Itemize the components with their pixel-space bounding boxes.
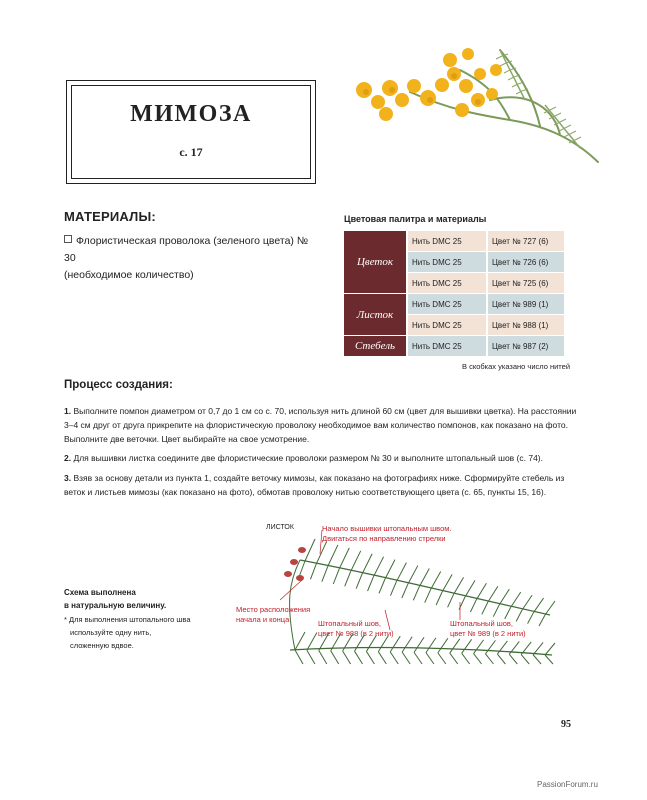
leaf-barb xyxy=(488,586,498,602)
leaf-barb xyxy=(431,571,441,589)
title-box xyxy=(66,80,316,184)
leaf-barb xyxy=(545,601,555,615)
leaf-barb xyxy=(509,654,517,664)
leaf-barb xyxy=(310,564,316,580)
palette-table xyxy=(344,231,564,357)
step-1 xyxy=(64,404,584,446)
leaf-barb xyxy=(454,577,464,594)
stitch989-line-1: Штопальный шов, xyxy=(450,619,513,628)
thread-cell: Нить DMC 25 xyxy=(408,273,486,294)
leaf-barb xyxy=(322,566,328,582)
leaf-barb xyxy=(511,592,521,607)
leaf-barb xyxy=(505,607,511,619)
leaf-barb xyxy=(379,579,385,593)
leaf-barb xyxy=(305,539,315,561)
page-number: 95 xyxy=(561,719,571,730)
place-line-1: Место расположения xyxy=(236,605,311,614)
leaf-barb xyxy=(351,551,361,571)
color-cell: Цвет № 726 (6) xyxy=(486,252,564,273)
leaf-barb xyxy=(545,643,555,655)
leaf-barb xyxy=(485,654,493,664)
materials-item xyxy=(64,233,314,284)
leaf-barb xyxy=(378,652,386,664)
leaf-barb xyxy=(339,548,349,569)
leaf-barb xyxy=(419,569,429,587)
leaf-barb xyxy=(295,650,303,664)
leaf-barb xyxy=(438,653,446,664)
leaf-barb xyxy=(385,560,395,579)
step-text: Для вышивки листка соедините две флористические проволоки размером № 30 и выполните штопальный шов (с. 74). xyxy=(73,453,543,463)
palette-title: Цветовая палитра и материалы xyxy=(344,214,487,224)
scheme-note-line-3: сложенную вдвое. xyxy=(70,641,134,650)
leaf-barb xyxy=(374,557,384,577)
leaf-barb xyxy=(307,650,315,664)
leaf-barb xyxy=(476,583,486,599)
scheme-title-line-2: в натуральную величину. xyxy=(64,601,167,610)
title-box-inner-border xyxy=(71,85,311,179)
leaf-barb xyxy=(462,639,472,653)
leaf-barb xyxy=(414,652,422,664)
leaf-barb xyxy=(316,542,326,564)
scheme-title xyxy=(64,586,204,612)
leaf-barb xyxy=(402,584,408,598)
mimosa-branch-illustration xyxy=(350,30,605,170)
leaf-barb xyxy=(299,561,305,577)
leaf-barb xyxy=(343,651,351,664)
leaf-barb xyxy=(450,639,460,653)
leaf-barb xyxy=(533,642,543,654)
leaf-barb xyxy=(319,650,327,664)
leaf-barb xyxy=(414,637,424,652)
leaf-barb xyxy=(390,652,398,664)
leaf-barb xyxy=(362,554,372,574)
color-cell: Цвет № 987 (2) xyxy=(486,336,564,357)
color-cell: Цвет № 989 (1) xyxy=(486,294,564,315)
checkbox-bullet-icon xyxy=(64,235,72,243)
diagram-leaf-label: ЛИСТОК xyxy=(266,524,294,531)
leaf-barb xyxy=(436,592,442,605)
leaf-barb xyxy=(474,654,482,664)
start-line-1: Начало вышивки штопальным швом. xyxy=(322,524,452,533)
stitch988-line-2: цвет № 988 (в 2 нити) xyxy=(318,629,394,638)
table-row xyxy=(344,231,564,252)
leaf-stitch-diagram xyxy=(230,520,560,680)
leaf-barb xyxy=(366,651,374,664)
leaf-barb xyxy=(533,655,541,664)
leaf-barb xyxy=(402,652,410,664)
table-row xyxy=(344,336,564,357)
leaf-barb xyxy=(396,563,406,582)
leaf-barb xyxy=(355,651,363,664)
leaf-barb xyxy=(528,612,534,623)
leaf-barb xyxy=(408,566,418,585)
leaf-barb xyxy=(534,598,544,612)
diagram-place-label xyxy=(236,605,310,625)
leaf-barb xyxy=(438,638,448,653)
leaf-barb xyxy=(390,582,396,596)
leaf-barb xyxy=(499,589,509,605)
color-cell: Цвет № 725 (6) xyxy=(486,273,564,294)
leaf-barb xyxy=(545,655,553,664)
leaf-barb xyxy=(426,638,436,653)
leaf-barb xyxy=(522,595,532,610)
leaf-barb xyxy=(295,632,305,650)
thread-cell: Нить DMC 25 xyxy=(408,336,486,357)
step-number: 2. xyxy=(64,453,72,463)
start-line-2: Двигаться по направлению стрелки xyxy=(322,534,446,543)
step-text: Выполните помпон диаметром от 0,7 до 1 см со с. 70, используя нить длиной 60 см (цвет для вышивки цветка). На расстоянии 3–4 см друг от друга прикрепите на флористическую проволоку необходимое вам количество помпонов, как показано на фото. Выполните две веточки. Цвет выбирайте на свое усмотрение. xyxy=(64,406,577,444)
scheme-note-line-1: * Для выполнения штопального шва xyxy=(64,615,191,624)
leaf-barb xyxy=(442,574,452,591)
thread-cell: Нить DMC 25 xyxy=(408,231,486,252)
materials-item-line-2: (необходимое количество) xyxy=(64,269,194,281)
leaf-barb xyxy=(328,545,338,566)
place-line-2: начала и конца xyxy=(236,615,290,624)
leaf-barb xyxy=(474,640,484,654)
palette-note: В скобках указано число нитей xyxy=(462,362,571,371)
scheme-title-line-1: Схема выполнена xyxy=(64,588,136,597)
step-3 xyxy=(64,471,584,499)
step-number: 1. xyxy=(64,406,72,416)
thread-cell: Нить DMC 25 xyxy=(408,315,486,336)
leaf-barb xyxy=(521,655,529,664)
table-row xyxy=(344,294,564,315)
leaf-barb xyxy=(448,594,454,607)
group-leaf: Листок xyxy=(344,294,408,336)
group-flower: Цветок xyxy=(344,231,408,294)
scheme-note-line-2: используйте одну нить, xyxy=(70,628,152,637)
leaf-barb xyxy=(485,640,495,653)
materials-item-line-1: Флористическая проволока (зеленого цвета) № 30 xyxy=(64,235,309,264)
step-number: 3. xyxy=(64,473,72,483)
diagram-stitch-989-label xyxy=(450,619,526,639)
diagram-start-label xyxy=(322,524,452,544)
leaf-barb xyxy=(425,589,431,602)
step-2 xyxy=(64,451,584,465)
leaf-barb xyxy=(345,571,351,586)
leaf-barb xyxy=(333,569,339,584)
watermark: PassionForum.ru xyxy=(537,780,598,789)
leaf-barb xyxy=(426,653,434,664)
leaf-barb xyxy=(493,605,499,617)
leaf-barb xyxy=(402,637,412,652)
group-stem: Стебель xyxy=(344,336,408,357)
page-reference: с. 17 xyxy=(179,145,203,159)
scheme-note xyxy=(64,613,204,652)
color-cell: Цвет № 727 (6) xyxy=(486,231,564,252)
leaf-barb xyxy=(356,574,362,589)
leaf-barb xyxy=(413,587,419,601)
leaf-barb xyxy=(482,602,488,614)
materials-heading: МАТЕРИАЛЫ: xyxy=(64,209,156,224)
thread-cell: Нить DMC 25 xyxy=(408,294,486,315)
leaf-barb xyxy=(450,653,458,664)
leaf-barb xyxy=(307,633,317,651)
stitch988-line-1: Штопальный шов, xyxy=(318,619,381,628)
leaf-barb xyxy=(470,600,476,612)
leaf-barb xyxy=(368,576,374,591)
page-title: МИМОЗА xyxy=(130,101,252,127)
step-text: Взяв за основу детали из пункта 1, создайте веточку мимозы, как показано на фотографиях ниже. Сформируйте стебель из веток и листьев мимозы (как показано на фото), обмотав проволоку нитью соответствующего цвета (с. 65, пункты 15, 16). xyxy=(64,473,565,497)
thread-cell: Нить DMC 25 xyxy=(408,252,486,273)
leaf-barb xyxy=(465,580,475,597)
color-cell: Цвет № 988 (1) xyxy=(486,315,564,336)
diagram-stitch-988-label xyxy=(318,619,394,639)
leaf-barb xyxy=(331,651,339,664)
leaf-barb xyxy=(539,615,545,626)
stitch989-line-2: цвет № 989 (в 2 нити) xyxy=(450,629,526,638)
leaf-barb xyxy=(497,654,505,664)
leaf-barb xyxy=(462,653,470,664)
process-heading: Процесс создания: xyxy=(64,379,173,391)
